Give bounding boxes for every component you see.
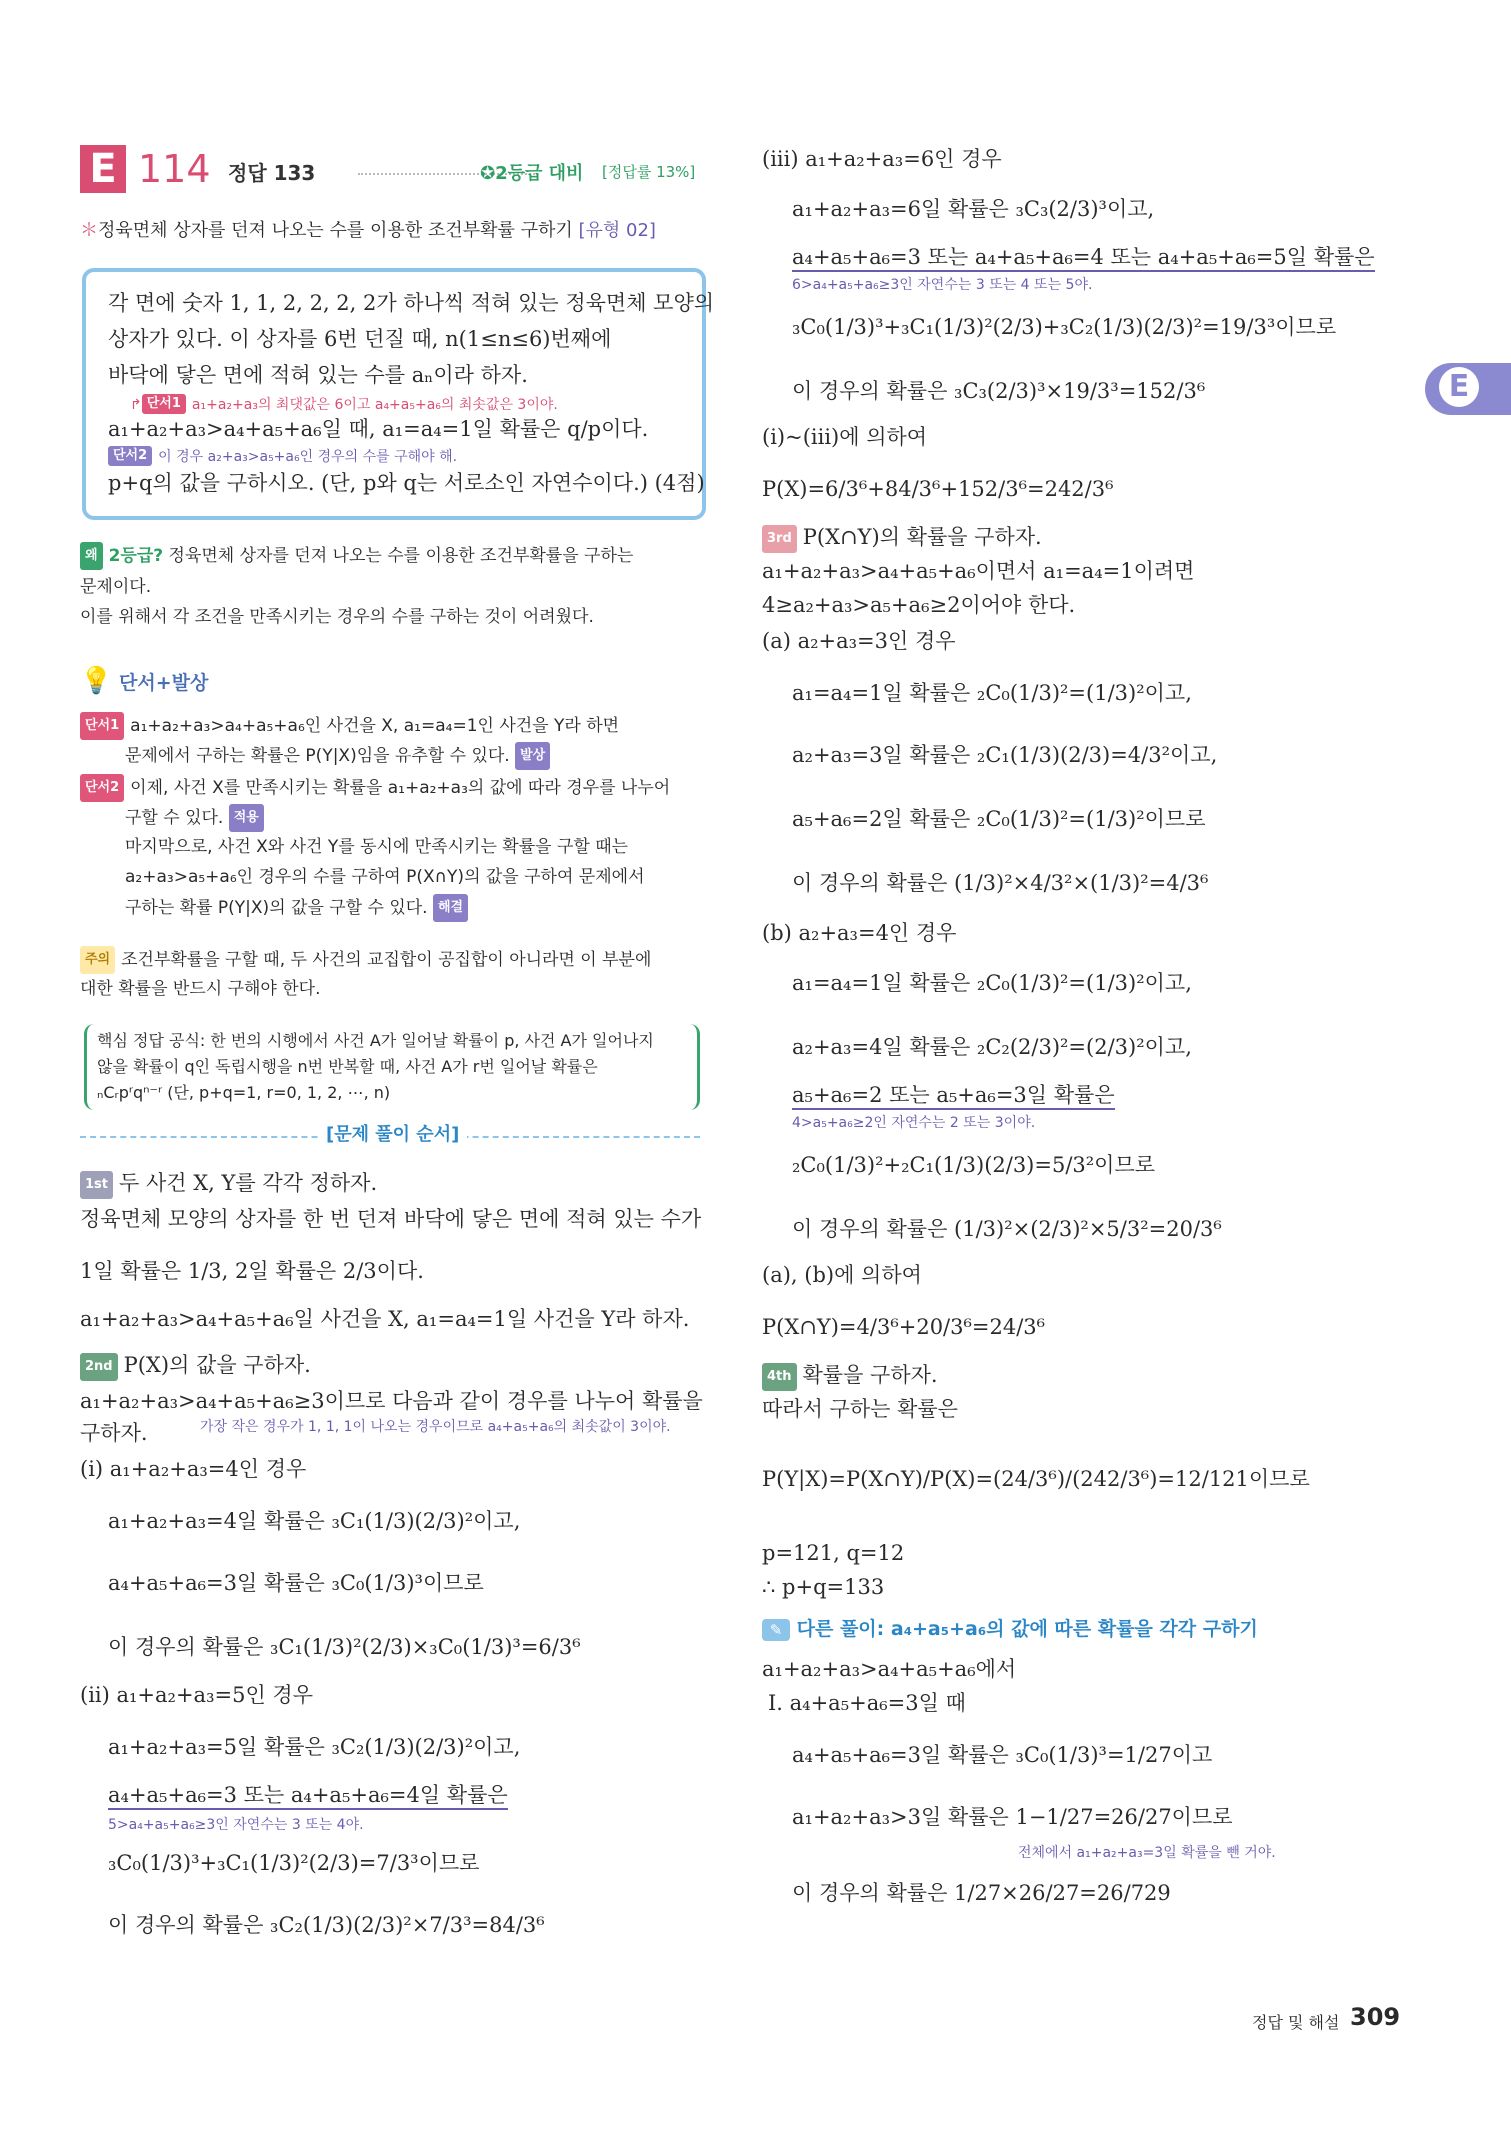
left-line-9: a₁+a₂+a₃=4일 확률은 ₃C₁(1/3)(2/3)²이고, [108,1509,521,1533]
right-line-15: 이 경우의 확률은 (1/3)²×4/3²×(1/3)²=4/3⁶ [792,871,1209,895]
formula-box [84,1024,700,1110]
right-line-2: a₄+a₅+a₆=3 또는 a₄+a₅+a₆=4 또는 a₄+a₅+a₆=5일 확률은 [792,244,1375,270]
right-line-23: (a), (b)에 의하여 [762,1263,922,1287]
clue-2c: 마지막으로, 사건 X와 사건 Y를 동시에 만족시키는 확률을 구할 때는 [125,837,629,857]
problem-line-5: p+q의 값을 구하시오. (단, p와 q는 서로소인 자연수이다.) (4점) [108,471,705,495]
right-note-35: 전체에서 a₁+a₂+a₃=3일 확률을 뺀 거야. [1018,1845,1276,1861]
rate-label: [정답률 13%] [602,163,696,181]
clue-2a: 단서2 이제, 사건 X를 만족시키는 확률을 a₁+a₂+a₃의 값에 따라 경우를 나누어 [80,774,670,802]
section-letter: E [80,145,126,193]
clue-title: 💡 단서+발상 [80,666,209,696]
right-line-16: (b) a₂+a₃=4인 경우 [762,921,957,945]
caution-2: 대한 확률을 반드시 구해야 한다. [80,979,321,999]
left-note-7: 가장 작은 경우가 1, 1, 1이 나오는 경우이므로 a₄+a₅+a₆의 최솟값이 3이야. [200,1419,671,1435]
clue-2e: 구하는 확률 P(Y|X)의 값을 구할 수 있다. 해결 [125,894,474,922]
caution-1: 주의 조건부확률을 구할 때, 두 사건의 교집합이 공집합이 아니라면 이 부분에 [80,946,651,974]
left-line-10: a₄+a₅+a₆=3일 확률은 ₃C₀(1/3)³이므로 [108,1571,484,1595]
formula-line-3: ₙCᵣpʳqⁿ⁻ʳ (단, p+q=1, r=0, 1, 2, ⋯, n) [97,1083,391,1102]
left-line-6: 구하자. [80,1421,148,1445]
right-line-17: a₁=a₄=1일 확률은 ₂C₀(1/3)²=(1/3)²이고, [792,971,1192,995]
right-line-9: a₁+a₂+a₃>a₄+a₅+a₆이면서 a₁=a₄=1이려면 [762,559,1195,583]
left-line-17: 이 경우의 확률은 ₃C₂(1/3)(2/3)²×7/3³=84/3⁶ [108,1913,545,1937]
left-line-11: 이 경우의 확률은 ₃C₁(1/3)²(2/3)×₃C₀(1/3)³=6/3⁶ [108,1635,581,1659]
right-line-27: P(Y|X)=P(X∩Y)/P(X)=(24/3⁶)/(242/3⁶)=12/121이므로 [762,1467,1310,1491]
formula-line-2: 않을 확률이 q인 독립시행을 n번 반복할 때, 사건 A가 r번 일어날 확률은 [97,1057,598,1076]
problem-box [82,268,715,520]
hint-1: ↱ 단서1 a₁+a₂+a₃의 최댓값은 6이고 a₄+a₅+a₆의 최솟값은 3이야. [130,396,558,413]
right-line-31: a₁+a₂+a₃>a₄+a₅+a₆에서 [762,1657,1017,1681]
star-icon: ✪ [480,163,496,184]
problem-line-1: 각 면에 숫자 1, 1, 2, 2, 2, 2가 하나씩 적혀 있는 정육면체 모양의 [108,291,715,315]
bulb-icon: 💡 [80,666,113,696]
clue-1a: 단서1 a₁+a₂+a₃>a₄+a₅+a₆인 사건을 X, a₁=a₄=1인 사건을 Y라 하면 [80,712,619,740]
right-line-29: ∴ p+q=133 [762,1575,885,1599]
right-line-5: 이 경우의 확률은 ₃C₃(2/3)³×19/3³=152/3⁶ [792,379,1206,403]
clue-2d: a₂+a₃>a₅+a₆인 경우의 수를 구하여 P(X∩Y)의 값을 구하여 문제에서 [125,867,645,887]
formula-line-1: 핵심 정답 공식: 한 번의 시행에서 사건 A가 일어날 확률이 p, 사건 A가 일어나지 [97,1031,654,1050]
type-label: [유형 02] [578,220,656,241]
left-line-3: a₁+a₂+a₃>a₄+a₅+a₆일 사건을 X, a₁=a₄=1일 사건을 Y라 하자. [80,1307,690,1331]
right-note-20: 4>a₅+a₆≥2인 자연수는 2 또는 3이야. [792,1115,1036,1131]
problem-line-4: a₁+a₂+a₃>a₄+a₅+a₆일 때, a₁=a₄=1일 확률은 q/p이다. [108,417,649,441]
right-line-22: 이 경우의 확률은 (1/3)²×(2/3)²×5/3²=20/3⁶ [792,1217,1222,1241]
right-line-18: a₂+a₃=4일 확률은 ₂C₂(2/3)²=(2/3)²이고, [792,1035,1192,1059]
grade-label: ✪2등급 대비 [480,163,584,184]
answer-label: 정답 133 [228,161,316,185]
footer-label: 정답 및 해설 [1252,2013,1340,2032]
order-title: [문제 풀이 순서] [318,1122,467,1148]
why-line-3: 이를 위해서 각 조건을 만족시키는 경우의 수를 구하는 것이 어려웠다. [80,607,594,627]
problem-line-2: 상자가 있다. 이 상자를 6번 던질 때, n(1≤n≤6)번째에 [108,327,612,351]
right-line-28: p=121, q=12 [762,1541,905,1565]
right-line-32: Ⅰ. a₄+a₅+a₆=3일 때 [768,1691,966,1715]
right-line-19: a₅+a₆=2 또는 a₅+a₆=3일 확률은 [792,1082,1115,1108]
topic-line: ＊정육면체 상자를 던져 나오는 수를 이용한 조건부확률 구하기 [유형 02] [80,220,656,241]
right-line-25: 4th 확률을 구하자. [762,1362,938,1391]
left-line-13: a₁+a₂+a₃=5일 확률은 ₃C₂(1/3)(2/3)²이고, [108,1735,521,1759]
left-line-0: 1st 두 사건 X, Y를 각각 정하자. [80,1170,377,1199]
left-line-14: a₄+a₅+a₆=3 또는 a₄+a₅+a₆=4일 확률은 [108,1782,508,1808]
right-line-12: a₁=a₄=1일 확률은 ₂C₀(1/3)²=(1/3)²이고, [792,681,1192,705]
left-line-12: (ii) a₁+a₂+a₃=5인 경우 [80,1683,313,1707]
right-line-14: a₅+a₆=2일 확률은 ₂C₀(1/3)²=(1/3)²이므로 [792,807,1206,831]
right-line-33: a₄+a₅+a₆=3일 확률은 ₃C₀(1/3)³=1/27이고 [792,1743,1213,1767]
left-line-4: 2nd P(X)의 값을 구하자. [80,1352,311,1381]
why-line-1: 왜 2등급? 정육면체 상자를 던져 나오는 수를 이용한 조건부확률을 구하는 [80,542,633,570]
asterisk-icon: ＊ [80,220,98,241]
right-line-10: 4≥a₂+a₃>a₅+a₆≥2이어야 한다. [762,593,1076,617]
page-number: 309 [1350,2003,1401,2031]
left-line-1: 정육면체 모양의 상자를 한 번 던져 바닥에 닿은 면에 적혀 있는 수가 [80,1207,702,1231]
right-line-21: ₂C₀(1/3)²+₂C₁(1/3)(2/3)=5/3²이므로 [792,1153,1156,1177]
problem-header [80,145,700,197]
problem-number: 114 [138,147,211,191]
right-line-1: a₁+a₂+a₃=6일 확률은 ₃C₃(2/3)³이고, [792,197,1155,221]
clue-1b: 문제에서 구하는 확률은 P(Y|X)임을 유추할 수 있다. 발상 [125,742,556,770]
right-line-8: 3rd P(X∩Y)의 확률을 구하자. [762,524,1042,553]
alt-solution-title: ✎ 다른 풀이: a₄+a₅+a₆의 값에 따른 확률을 각각 구하기 [762,1616,1258,1642]
right-line-26: 따라서 구하는 확률은 [762,1397,958,1421]
arrow-icon: ↱ [130,397,142,413]
right-line-4: ₃C₀(1/3)³+₃C₁(1/3)²(2/3)+₃C₂(1/3)(2/3)²=19/3³이므로 [792,315,1337,339]
right-line-6: (i)~(iii)에 의하여 [762,425,928,449]
left-line-8: (i) a₁+a₂+a₃=4인 경우 [80,1457,307,1481]
left-line-5: a₁+a₂+a₃>a₄+a₅+a₆≥3이므로 다음과 같이 경우를 나누어 확률을 [80,1389,703,1413]
right-line-34: a₁+a₂+a₃>3일 확률은 1−1/27=26/27이므로 [792,1805,1233,1829]
right-note-3: 6>a₄+a₅+a₆≥3인 자연수는 3 또는 4 또는 5야. [792,277,1093,293]
clue-2b: 구할 수 있다. 적용 [125,804,270,832]
right-line-7: P(X)=6/3⁶+84/3⁶+152/3⁶=242/3⁶ [762,477,1114,501]
left-note-15: 5>a₄+a₅+a₆≥3인 자연수는 3 또는 4야. [108,1817,364,1833]
right-line-24: P(X∩Y)=4/3⁶+20/3⁶=24/3⁶ [762,1315,1046,1339]
chapter-tab [1425,363,1511,415]
problem-line-3: 바닥에 닿은 면에 적혀 있는 수를 aₙ이라 하자. [108,363,528,387]
why-line-2: 문제이다. [80,577,152,597]
right-line-11: (a) a₂+a₃=3인 경우 [762,629,956,653]
left-line-16: ₃C₀(1/3)³+₃C₁(1/3)²(2/3)=7/3³이므로 [108,1851,480,1875]
why-icon: 왜 [80,542,103,570]
right-line-13: a₂+a₃=3일 확률은 ₂C₁(1/3)(2/3)=4/3²이고, [792,743,1218,767]
hint-2: 단서2 이 경우 a₂+a₃>a₅+a₆인 경우의 수를 구해야 해. [108,446,457,466]
pencil-icon: ✎ [762,1619,790,1641]
left-line-2: 1일 확률은 1/3, 2일 확률은 2/3이다. [80,1259,424,1283]
right-line-36: 이 경우의 확률은 1/27×26/27=26/729 [792,1881,1171,1905]
chapter-tab-letter: E [1439,367,1479,407]
right-line-0: (iii) a₁+a₂+a₃=6인 경우 [762,147,1002,171]
